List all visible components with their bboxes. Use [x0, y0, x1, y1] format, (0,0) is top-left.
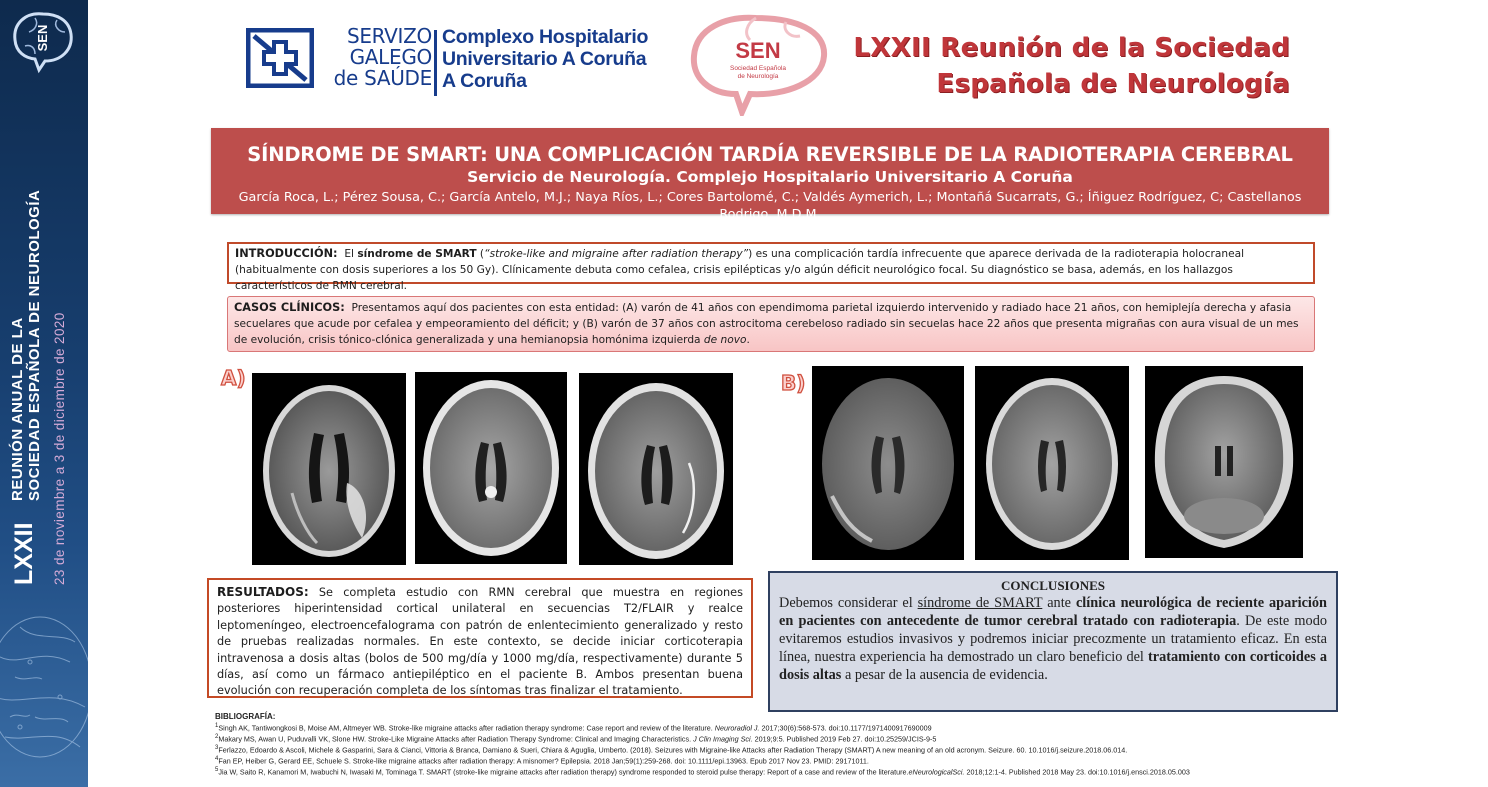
sen-society-logo	[686, 12, 832, 116]
reference-details: 2017;30(6):568-573. doi:10.1177/1971400917690009	[759, 722, 932, 732]
reference-number: 2	[215, 733, 219, 740]
reference-journal: J Clin Imaging Sci.	[693, 733, 753, 743]
mri-image-a1	[252, 373, 406, 565]
reference-number: 3	[215, 744, 219, 751]
cases-italic: de novo	[703, 334, 747, 346]
reference-item	[215, 733, 1325, 744]
clinical-cases-box	[227, 296, 1315, 352]
cases-text-2: .	[746, 334, 750, 346]
cases-label: CASOS CLÍNICOS:	[234, 301, 345, 314]
neuron-decoration	[0, 567, 88, 787]
sergas-name	[322, 26, 432, 89]
meeting-title-line-2: Española de Neurología	[936, 69, 1290, 99]
reference-number: 4	[215, 755, 219, 762]
reference-item	[215, 755, 1325, 766]
reference-item	[215, 722, 1325, 733]
reference-text: Ferlazzo, Edoardo & Ascoli, Michele & Gasparini, Sara & Cianci, Vittoria & Branca, Damiano & Sueri, Chiara & Aguglia, Umberto. (2018). Seizures with Migraine-like Attacks after Radiation Therapy (SMART) A new meaning of an old acronym. Seizure. 60. 10.1016/j.seizure.2018.06.014.	[218, 744, 1128, 754]
reference-text: Jia W, Saito R, Kanamori M, Iwabuchi N, Iwasaki M, Tominaga T. SMART (stroke-like migraine attacks after radiation therapy) syndrome responded to steroid pulse therapy: Report of a case and review of the literature.	[218, 766, 909, 776]
reference-text: Fan EP, Heiber G, Gerard EE, Schuele S. Stroke-like migraine attacks after radiation therapy: A misnomer? Epilepsia. 2018 Jan;59(1):259-268. doi: 10.1111/epi.13963. Epub 2017 Nov 23. PMID: 29171011.	[218, 755, 869, 765]
hospital-line-1: Complexo Hospitalario	[442, 26, 649, 48]
reference-journal: Neuroradiol J.	[714, 722, 760, 732]
svg-text:SEN: SEN	[735, 38, 781, 63]
hospital-name	[442, 26, 648, 92]
intro-text-2: (	[476, 248, 485, 260]
service-line: Servicio de Neurología. Complejo Hospitalario Universitario A Coruña	[467, 168, 1073, 186]
bibliography-heading: BIBLIOGRAFÍA:	[215, 712, 276, 721]
sergas-line-3: de SAÚDE	[333, 66, 432, 90]
sidebar-line-1: REUNIÓN ANUAL DE LA	[9, 317, 26, 501]
svg-text:SEN: SEN	[35, 24, 50, 52]
hospital-line-3: A Coruña	[442, 70, 527, 92]
results-text: Se completa estudio con RMN cerebral que muestra en regiones posteriores hiperintensidad cortical unilateral en secuencias T2/FLAIR y realce leptomeníngeo, electroencefalograma con patrón de enlentecimiento generalizado y resto de pruebas realizadas normales. En este contexto, se decide iniciar corticoterapia intravenosa a dosis altas (bolos de 500 mg/día y 1000 mg/día, respectivamente) durante 5 días, así como un fármaco antiepiléptico en el paciente B. Ambos presentan buena evolución con recuperación completa de los síntomas tras finalizar el tratamiento.	[217, 586, 743, 698]
reference-item	[215, 766, 1325, 777]
concl-underlined-term: síndrome de SMART	[917, 595, 1043, 611]
mri-image-a2	[415, 372, 567, 564]
concl-text-3: . De este modo evitaremos estudios invasivos y podremos iniciar precozmente un tratamiento eficaz. En esta línea, nuestra experiencia ha demostrado un claro beneficio del	[779, 613, 1327, 665]
event-sidebar	[0, 0, 88, 787]
conclusions-box	[768, 571, 1338, 712]
concl-text-2: ante	[1042, 595, 1076, 611]
reference-number: 5	[215, 766, 219, 773]
bibliography	[215, 712, 1325, 777]
reference-item	[215, 744, 1325, 755]
sergas-divider	[434, 30, 437, 96]
sergas-cross-icon	[246, 28, 314, 88]
concl-bold-1: clínica neurológica de reciente aparición en pacientes con antecedente de tumor cerebral tratado con radioterapia	[779, 595, 1327, 629]
reference-text: Makary MS, Awan U, Puduvalli VK, Slone HW. Stroke-Like Migraine Attacks after Radiation Therapy Syndrome: Clinical and Imaging Characteristics.	[218, 733, 694, 743]
reference-details: 2019;9:5. Published 2019 Feb 27. doi:10.25259/JCIS-9-5	[752, 733, 937, 743]
sergas-line-1: SERVIZO	[346, 24, 432, 48]
figure-label-a: A)	[221, 366, 246, 390]
svg-text:de Neurología: de Neurología	[737, 73, 779, 80]
figure-label-b: B)	[781, 371, 806, 395]
sidebar-edition: LXXII	[10, 522, 38, 585]
sidebar-title-block	[6, 25, 82, 585]
concl-text-4: a pesar de la ausencia de evidencia.	[841, 667, 1048, 683]
reference-details: 2018;12:1-4. Published 2018 May 23. doi:10.1016/j.ensci.2018.05.003	[964, 766, 1190, 776]
sidebar-dates: 23 de noviembre a 3 de diciembre de 2020	[52, 312, 67, 585]
introduction-box	[227, 242, 1315, 292]
conclusions-heading: CONCLUSIONES	[1000, 578, 1106, 593]
reference-number: 1	[215, 722, 219, 729]
title-banner	[211, 128, 1329, 222]
intro-text-3: ) es una complicación tardía infrecuente que aparece derivada de la radioterapia holocraneal (habitualmente con dosis superiores a los 50 Gy). Clínicamente debuta como cefalea, crisis epilépticas y/o algún déficit neurológico focal. Su diagnóstico se basa, además, en los hallazgos característicos de RMN cerebral.	[235, 248, 1245, 292]
concl-bold-2: tratamiento con corticoides a dosis altas	[779, 649, 1327, 683]
intro-acronym-definition: “stroke-like and migraine after radiation therapy”	[484, 248, 749, 260]
sidebar-line-2: SOCIEDAD ESPAÑOLA DE NEUROLOGÍA	[26, 189, 43, 501]
sergas-line-2: GALEGO	[349, 45, 432, 69]
results-box	[207, 578, 753, 698]
poster-title: SÍNDROME DE SMART: UNA COMPLICACIÓN TARDÍA REVERSIBLE DE LA RADIOTERAPIA CEREBRAL	[247, 143, 1293, 166]
mri-image-a3	[579, 373, 733, 565]
concl-text-1: Debemos considerar el	[779, 595, 918, 611]
reference-text: Singh AK, Tantiwongkosi B, Moise AM, Altmeyer WB. Stroke-like migraine attacks after radiation therapy syndrome: Case report and review of the literature.	[218, 722, 715, 732]
svg-text:Sociedad Española: Sociedad Española	[729, 65, 787, 72]
results-label: RESULTADOS:	[217, 585, 309, 599]
mri-image-b2	[975, 366, 1129, 560]
reference-journal: eNeurologicalSci.	[908, 766, 965, 776]
meeting-title-line-1: LXXII Reunión de la Sociedad	[853, 33, 1290, 63]
sergas-logo	[246, 24, 666, 100]
meeting-title	[853, 30, 1290, 102]
introduction-label: INTRODUCCIÓN:	[235, 247, 338, 260]
mri-image-b3	[1145, 366, 1303, 558]
hospital-line-2: Universitario A Coruña	[442, 48, 647, 70]
intro-text-1: El	[344, 248, 358, 260]
mri-image-b1	[812, 366, 964, 560]
cases-text-1: Presentamos aquí dos pacientes con esta entidad: (A) varón de 41 años con ependimoma parietal izquierdo intervenido y radiado hace 21 años, con hemiplejía derecha y afasia secuelares que acude por cefalea y empeoramiento del déficit; y (B) varón de 37 años con astrocitoma cerebeloso radiado sin secuelas hace 22 años que presenta migrañas con aura visual de un mes de evolución, crisis tónico-clónica generalizada y una hemianopsia homónima izquierda	[234, 302, 1299, 346]
intro-bold-term: síndrome de SMART	[357, 248, 477, 260]
authors-line: García Roca, L.; Pérez Sousa, C.; García Antelo, M.J.; Naya Ríos, L.; Cores Bartolomé, C.; Valdés Aymerich, L.; Montañá Sucarrats, G.; Íñiguez Rodríguez, C; Castellanos Rodrigo, M.D.M.	[238, 190, 1302, 222]
